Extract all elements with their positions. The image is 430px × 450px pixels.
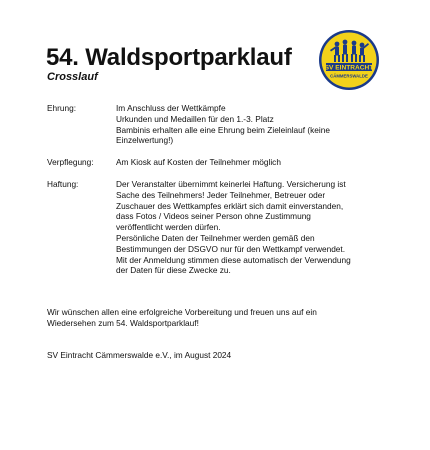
text-line: Zuschauer des Wettkampfes erklärt sich damit einverstanden, [116, 200, 344, 211]
text-line: Der Veranstalter übernimmt keinerlei Haftung. Versicherung ist [116, 179, 346, 189]
text-line: Wir wünschen allen eine erfolgreiche Vorbereitung und freuen uns auf ein [47, 307, 317, 317]
text-line: Persönliche Daten der Teilnehmer werden gemäß den [116, 232, 315, 243]
text-line: dass Fotos / Videos seiner Person ohne Zustimmung [116, 211, 311, 222]
text-line: veröffentlicht werden dürfen. [116, 222, 221, 233]
section-content [116, 157, 398, 168]
section-label: Verpflegung: [47, 157, 94, 167]
text-line: der Daten für diese Zwecke zu. [116, 265, 231, 276]
text-line: Im Anschluss der Wettkämpfe [116, 103, 226, 113]
text-line: Wiedersehen zum 54. Waldsportparklauf! [47, 318, 199, 328]
club-logo [318, 29, 380, 91]
section-label: Haftung: [47, 179, 79, 189]
text-line: Sache des Teilnehmers! Jeder Teilnehmer, Betreuer oder [116, 189, 326, 200]
logo-bottom-text: CÄMMERSWALDE [330, 73, 368, 79]
section-content [116, 103, 398, 146]
text-line: Einzelwertung!) [116, 135, 174, 146]
signature-line: SV Eintracht Cämmerswalde e.V., im August 2024 [47, 350, 232, 360]
text-line: Urkunden und Medaillen für den 1.-3. Platz [116, 113, 274, 124]
section-content [116, 179, 398, 276]
page-title: 54. Waldsportparklauf [46, 44, 292, 71]
section-label: Ehrung: [47, 103, 77, 113]
text-line: Am Kiosk auf Kosten der Teilnehmer möglich [116, 157, 281, 167]
logo-top-text: SV EINTRACHT [324, 64, 374, 72]
closing-paragraph [47, 307, 317, 329]
page-subtitle: Crosslauf [47, 71, 98, 83]
text-line: Bambinis erhalten alle eine Ehrung beim Zieleinlauf (keine [116, 124, 330, 135]
text-line: Bestimmungen der DSGVO nur für den Wettkampf verwendet. [116, 243, 346, 254]
text-line: Mit der Anmeldung stimmen diese automatisch der Verwendung [116, 254, 351, 265]
